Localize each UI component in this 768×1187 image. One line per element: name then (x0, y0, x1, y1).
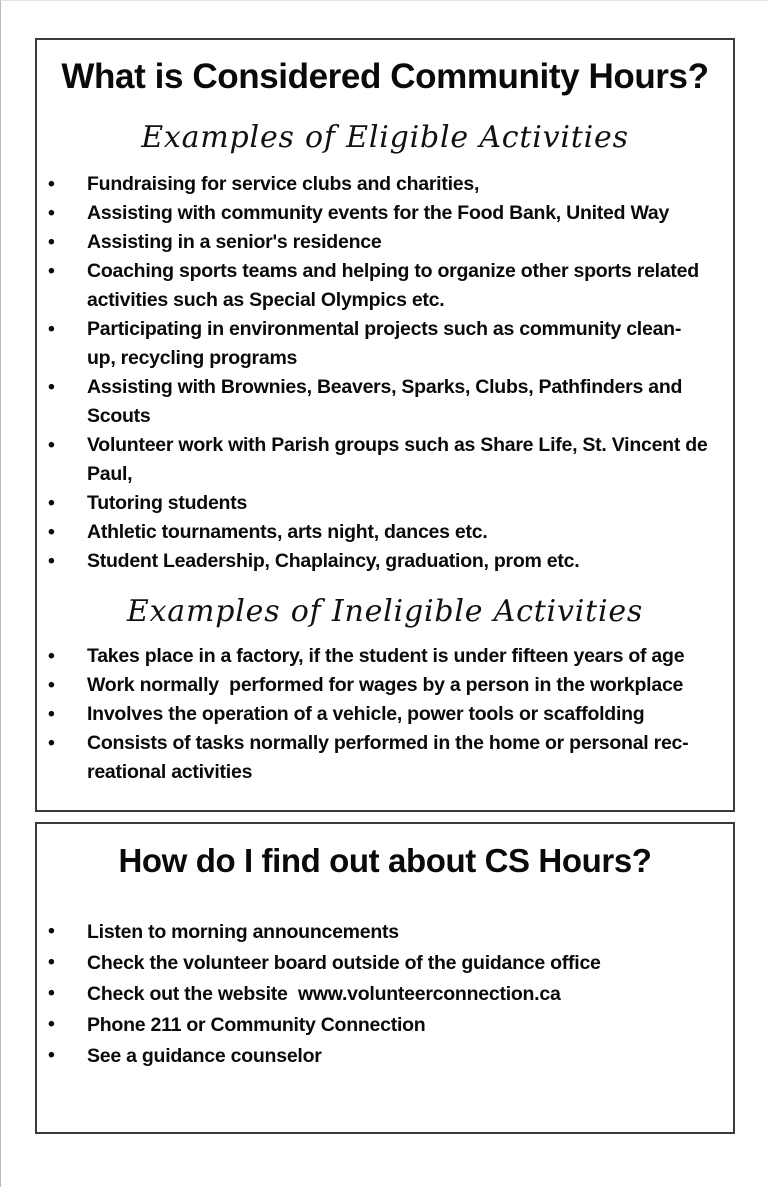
list-item (48, 315, 709, 373)
bullet-icon: • (48, 375, 55, 398)
list-item-label: Check the volunteer board outside of the guidance office (87, 951, 601, 974)
list-item (48, 489, 709, 518)
list-item-label: Assisting in a senior's residence (87, 230, 382, 253)
list-item-label: Involves the operation of a vehicle, power tools or scaffolding (87, 702, 645, 725)
list-item (48, 700, 709, 729)
bullet-icon: • (48, 230, 55, 253)
list-item-label: Check out the website www.volunteerconnection.ca (87, 982, 561, 1005)
list-item (48, 671, 709, 700)
list-item-label: Coaching sports teams and helping to organize other sports related activities such as Special Olympics etc. (87, 259, 705, 311)
list-item-label: Tutoring students (87, 491, 248, 514)
bullet-icon: • (48, 919, 55, 942)
bullet-icon: • (48, 731, 55, 754)
list-item (48, 1041, 709, 1071)
list-item-label: Fundraising for service clubs and charities, (87, 172, 480, 195)
list-item (48, 979, 709, 1009)
bullet-icon: • (48, 1043, 55, 1066)
bullet-icon: • (48, 549, 55, 572)
bullet-icon: • (48, 172, 55, 195)
bullet-icon: • (48, 702, 55, 725)
list-item (48, 199, 709, 228)
bullet-icon: • (48, 1012, 55, 1035)
list-item (48, 948, 709, 978)
list-item (48, 642, 709, 671)
bullet-icon: • (48, 673, 55, 696)
bullet-icon: • (48, 201, 55, 224)
bullet-icon: • (48, 520, 55, 543)
list-item-label: Volunteer work with Parish groups such as Share Life, St. Vincent de Paul, (87, 433, 713, 485)
list-item-label: Participating in environmental projects such as community clean-up, recycling programs (87, 317, 682, 369)
list-item (48, 1010, 709, 1040)
find-out-panel (35, 822, 735, 1134)
list-item (48, 228, 709, 257)
bullet-icon: • (48, 950, 55, 973)
page-title: What is Considered Community Hours? (61, 57, 709, 96)
list-item-label: Phone 211 or Community Connection (87, 1013, 426, 1036)
eligible-activities-heading: Examples of Eligible Activities (141, 119, 629, 155)
list-item-label: See a guidance counselor (87, 1044, 322, 1067)
find-out-title: How do I find out about CS Hours? (118, 842, 652, 879)
ineligible-activities-list (37, 642, 733, 787)
list-item (48, 373, 709, 431)
list-item-label: Work normally performed for wages by a person in the workplace (87, 673, 684, 696)
bullet-icon: • (48, 433, 55, 456)
list-item-label: Student Leadership, Chaplaincy, graduation, prom etc. (87, 549, 580, 572)
bullet-icon: • (48, 644, 55, 667)
list-item-label: Takes place in a factory, if the student is under fifteen years of age (87, 644, 685, 667)
bullet-icon: • (48, 491, 55, 514)
ineligible-activities-heading: Examples of Ineligible Activities (126, 593, 644, 629)
list-item-label: Listen to morning announcements (87, 920, 399, 943)
list-item-label: Consists of tasks normally performed in the home or personal rec-reational activities (87, 731, 689, 783)
eligible-activities-list (37, 170, 733, 576)
list-item (48, 518, 709, 547)
bullet-icon: • (48, 317, 55, 340)
list-item-label: Athletic tournaments, arts night, dances etc. (87, 520, 488, 543)
list-item (48, 917, 709, 947)
list-item (48, 170, 709, 199)
list-item (48, 547, 709, 576)
list-item (48, 257, 709, 315)
community-hours-panel (35, 38, 735, 812)
find-out-list (37, 917, 733, 1071)
list-item (48, 431, 713, 489)
list-item (48, 729, 709, 787)
list-item-label: Assisting with Brownies, Beavers, Sparks, Clubs, Pathfinders and Scouts (87, 375, 688, 427)
bullet-icon: • (48, 981, 55, 1004)
list-item-label: Assisting with community events for the Food Bank, United Way (87, 201, 670, 224)
bullet-icon: • (48, 259, 55, 282)
